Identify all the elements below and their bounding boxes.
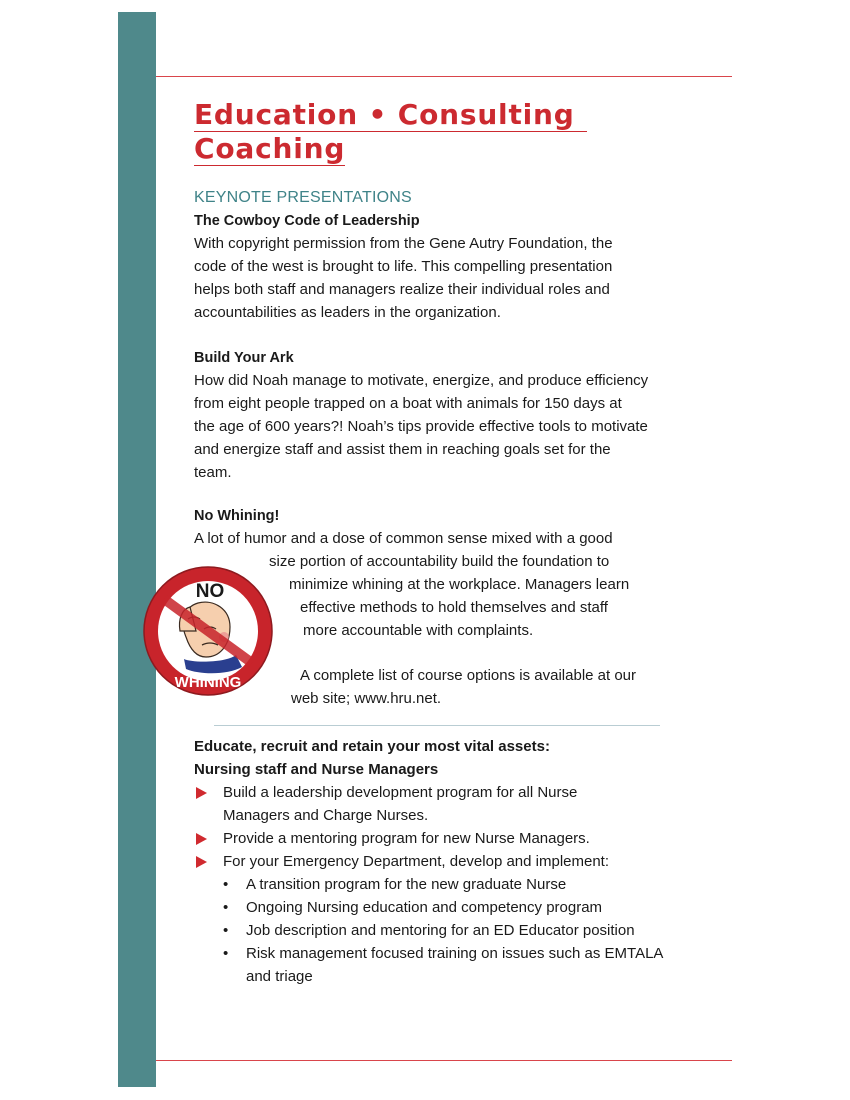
list-item-line: Provide a mentoring program for new Nurse Managers. [223, 830, 590, 847]
no-whining-title: No Whining! [194, 508, 280, 524]
vital-assets-subheading: Nursing staff and Nurse Managers [194, 761, 439, 778]
sublist-item [223, 942, 714, 988]
vital-assets-heading: Educate, recruit and retain your most vital assets: [194, 738, 550, 755]
text-line: size portion of accountability build the foundation to [269, 553, 610, 570]
text-line: and energize staff and assist them in reaching goals set for the [194, 441, 611, 458]
text-line: more accountable with complaints. [303, 622, 534, 639]
text-line: code of the west is brought to life. This compelling presentation [194, 258, 613, 275]
vital-assets-section [194, 735, 714, 988]
emergency-department-sublist [223, 873, 714, 988]
triangle-bullet-icon [196, 856, 207, 868]
text-line: helps both staff and managers realize their individual roles and [194, 281, 610, 298]
list-item-line: Build a leadership development program for all Nurse [223, 784, 578, 801]
text-line: minimize whining at the workplace. Managers learn [289, 576, 630, 593]
list-item [194, 850, 714, 988]
title-line-2: Coaching [194, 132, 346, 165]
bullet-dot-icon: • [223, 899, 229, 916]
sublist-item-line: Job description and mentoring for an ED Educator position [246, 922, 635, 939]
triangle-bullet-icon [196, 833, 207, 845]
sublist-item-line: Ongoing Nursing education and competency program [246, 899, 603, 916]
sublist-item-line: A transition program for the new graduate Nurse [246, 876, 567, 893]
text-line: team. [194, 464, 232, 481]
list-item [194, 781, 714, 827]
list-item [194, 827, 714, 850]
triangle-bullet-icon [196, 787, 207, 799]
sublist-item-line: and triage [246, 968, 313, 985]
build-your-ark-title: Build Your Ark [194, 350, 294, 366]
list-item-line: For your Emergency Department, develop and implement: [223, 853, 610, 870]
section-divider [214, 725, 660, 726]
text-line: from eight people trapped on a boat with animals for 150 days at [194, 395, 622, 412]
no-whining-badge-icon [140, 563, 276, 699]
sublist-item-line: Risk management focused training on issues such as EMTALA [246, 945, 664, 962]
cowboy-code-title: The Cowboy Code of Leadership [194, 213, 420, 229]
sublist-item [223, 873, 714, 896]
section-heading-keynote: KEYNOTE PRESENTATIONS [194, 189, 412, 206]
text-line: the age of 600 years?! Noah’s tips provide effective tools to motivate [194, 418, 648, 435]
teal-sidebar-bar [118, 12, 156, 1087]
service-list [194, 781, 714, 988]
text-line: A lot of humor and a dose of common sense mixed with a good [194, 530, 613, 547]
cowboy-code-description [194, 232, 694, 324]
text-line: A complete list of course options is available at our [300, 667, 637, 684]
text-line: With copyright permission from the Gene Autry Foundation, the [194, 235, 613, 252]
bullet-dot-icon: • [223, 876, 229, 893]
page-title [194, 98, 587, 166]
title-line-1: Education • Consulting [194, 99, 587, 132]
text-line: effective methods to hold themselves and staff [300, 599, 608, 616]
text-line: web site; www.hru.net. [291, 690, 442, 707]
text-line: How did Noah manage to motivate, energize, and produce efficiency [194, 372, 649, 389]
bullet-dot-icon: • [223, 922, 229, 939]
sublist-item [223, 896, 714, 919]
sublist-item [223, 919, 714, 942]
build-your-ark-section [194, 347, 694, 484]
build-your-ark-description [194, 369, 694, 484]
cowboy-code-section [194, 210, 694, 324]
list-item-line: Managers and Charge Nurses. [223, 807, 429, 824]
text-line: accountabilities as leaders in the organization. [194, 304, 501, 321]
bottom-red-rule [156, 1060, 732, 1061]
badge-bottom-text: WHINING [174, 674, 242, 691]
bullet-dot-icon: • [223, 945, 229, 962]
badge-top-text: NO [195, 581, 225, 602]
top-red-rule [156, 76, 732, 77]
